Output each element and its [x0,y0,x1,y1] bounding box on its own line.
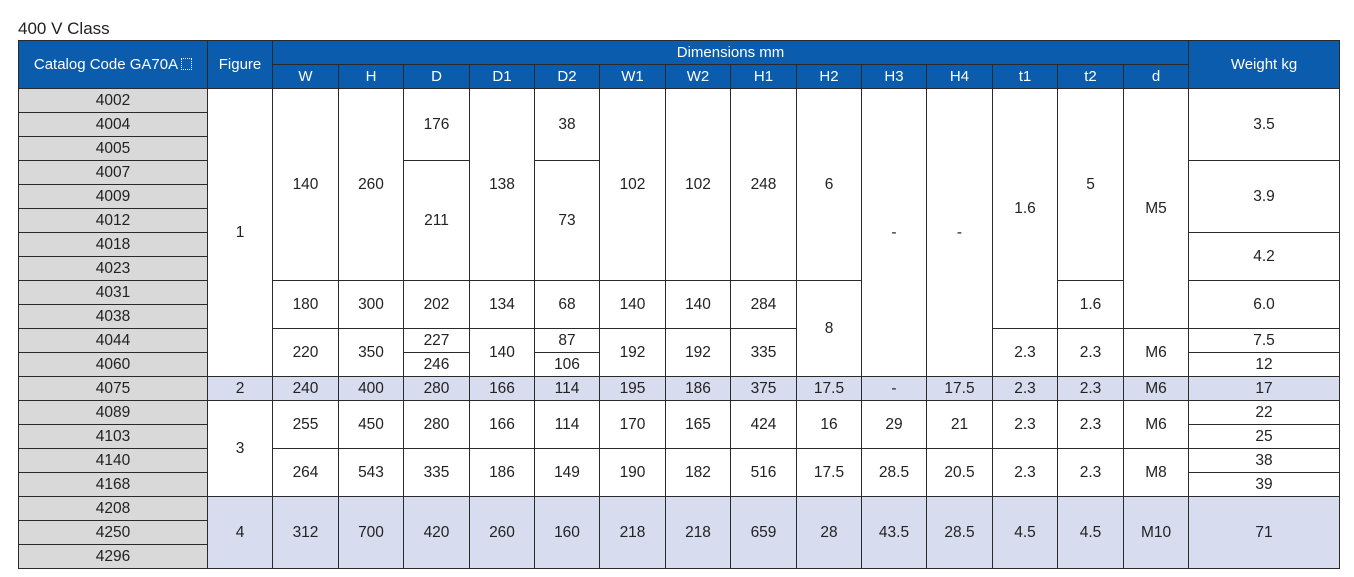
cell-w1: 102 [600,89,666,281]
cell-weight: 6.0 [1189,281,1340,329]
catalog-code-cell: 4023 [19,257,208,281]
cell-h1: 659 [731,497,797,569]
cell-h3: - [862,89,927,377]
catalog-code-cell: 4140 [19,449,208,473]
catalog-code-cell: 4250 [19,521,208,545]
cell-d1: 186 [470,449,535,497]
cell-h4: - [927,89,993,377]
cell-h1: 335 [731,329,797,377]
cell-h2: 6 [797,89,862,281]
catalog-code-cell: 4007 [19,161,208,185]
cell-h1: 424 [731,401,797,449]
cell-w2: 102 [666,89,731,281]
header-col-t1: t1 [993,65,1058,89]
catalog-code-cell: 4002 [19,89,208,113]
catalog-code-cell: 4089 [19,401,208,425]
page-title: 400 V Class [18,19,110,38]
header-col-w2: W2 [666,65,731,89]
catalog-code-cell: 4103 [19,425,208,449]
header-dimensions: Dimensions mm [273,41,1189,65]
cell-weight: 25 [1189,425,1340,449]
cell-t2: 5 [1058,89,1124,281]
catalog-code-cell: 4004 [19,113,208,137]
header-col-d1: D1 [470,65,535,89]
cell-w: 264 [273,449,339,497]
cell-weight: 22 [1189,401,1340,425]
catalog-code-cell: 4168 [19,473,208,497]
cell-weight: 12 [1189,353,1340,377]
cell-w: 240 [273,377,339,401]
cell-w2: 186 [666,377,731,401]
cell-h: 400 [339,377,404,401]
cell-w1: 170 [600,401,666,449]
cell-d: 280 [404,401,470,449]
cell-d-thread: M8 [1124,449,1189,497]
cell-h1: 248 [731,89,797,281]
cell-weight: 7.5 [1189,329,1340,353]
cell-t1: 2.3 [993,401,1058,449]
cell-weight: 39 [1189,473,1340,497]
cell-d2: 106 [535,353,600,377]
header-weight: Weight kg [1189,41,1340,89]
cell-d-thread: M6 [1124,329,1189,377]
catalog-code-cell: 4044 [19,329,208,353]
catalog-code-cell: 4075 [19,377,208,401]
cell-h4: 28.5 [927,497,993,569]
cell-t2: 2.3 [1058,329,1124,377]
cell-d: 202 [404,281,470,329]
cell-w: 220 [273,329,339,377]
cell-d: 227 [404,329,470,353]
header-col-h1: H1 [731,65,797,89]
cell-weight: 3.9 [1189,161,1340,233]
cell-w: 140 [273,89,339,281]
cell-d1: 166 [470,377,535,401]
cell-w: 312 [273,497,339,569]
cell-t1: 2.3 [993,377,1058,401]
cell-h1: 284 [731,281,797,329]
cell-t2: 2.3 [1058,377,1124,401]
catalog-code-cell: 4296 [19,545,208,569]
cell-d-thread: M6 [1124,377,1189,401]
header-col-t2: t2 [1058,65,1124,89]
cell-d1: 138 [470,89,535,281]
catalog-code-cell: 4018 [19,233,208,257]
cell-h3: - [862,377,927,401]
cell-h4: 20.5 [927,449,993,497]
cell-h: 700 [339,497,404,569]
dimensions-table [18,40,1340,569]
cell-d: 211 [404,161,470,281]
cell-d: 176 [404,89,470,161]
header-col-h4: H4 [927,65,993,89]
cell-h: 543 [339,449,404,497]
cell-h: 260 [339,89,404,281]
cell-d-thread: M5 [1124,89,1189,329]
cell-w1: 140 [600,281,666,329]
cell-w: 255 [273,401,339,449]
header-col-h2: H2 [797,65,862,89]
catalog-code-cell: 4038 [19,305,208,329]
cell-w1: 218 [600,497,666,569]
cell-d2: 160 [535,497,600,569]
cell-d: 246 [404,353,470,377]
header-col-w: W [273,65,339,89]
cell-d2: 73 [535,161,600,281]
cell-h4: 17.5 [927,377,993,401]
cell-d1: 134 [470,281,535,329]
cell-t2: 2.3 [1058,401,1124,449]
cell-t1: 1.6 [993,89,1058,329]
cell-t2: 1.6 [1058,281,1124,329]
placeholder-box-icon [181,58,192,70]
cell-d2: 38 [535,89,600,161]
cell-w1: 192 [600,329,666,377]
cell-h: 350 [339,329,404,377]
cell-d: 280 [404,377,470,401]
cell-h1: 516 [731,449,797,497]
cell-weight: 38 [1189,449,1340,473]
cell-t1: 4.5 [993,497,1058,569]
cell-d2: 114 [535,401,600,449]
header-col-w1: W1 [600,65,666,89]
header-catalog-code: Catalog Code GA70A [19,41,208,89]
figure-cell: 2 [208,377,273,401]
cell-d-thread: M6 [1124,401,1189,449]
cell-h3: 28.5 [862,449,927,497]
cell-weight: 71 [1189,497,1340,569]
header-col-d2: D2 [535,65,600,89]
figure-cell: 1 [208,89,273,377]
cell-h2: 8 [797,281,862,377]
header-col-d: D [404,65,470,89]
cell-w2: 218 [666,497,731,569]
cell-d2: 149 [535,449,600,497]
cell-w1: 195 [600,377,666,401]
cell-d2: 68 [535,281,600,329]
cell-w2: 165 [666,401,731,449]
cell-d1: 140 [470,329,535,377]
header-figure: Figure [208,41,273,89]
cell-h2: 28 [797,497,862,569]
cell-h2: 17.5 [797,377,862,401]
header-col-d-thread: d [1124,65,1189,89]
cell-d: 335 [404,449,470,497]
figure-cell: 4 [208,497,273,569]
catalog-code-cell: 4031 [19,281,208,305]
catalog-code-cell: 4208 [19,497,208,521]
cell-weight: 3.5 [1189,89,1340,161]
cell-w2: 182 [666,449,731,497]
cell-w2: 192 [666,329,731,377]
cell-h: 450 [339,401,404,449]
cell-h3: 29 [862,401,927,449]
header-col-h3: H3 [862,65,927,89]
catalog-code-cell: 4005 [19,137,208,161]
cell-d-thread: M10 [1124,497,1189,569]
cell-d1: 260 [470,497,535,569]
cell-w: 180 [273,281,339,329]
cell-w2: 140 [666,281,731,329]
cell-weight: 17 [1189,377,1340,401]
cell-h3: 43.5 [862,497,927,569]
catalog-code-cell: 4060 [19,353,208,377]
cell-d2: 114 [535,377,600,401]
catalog-code-cell: 4009 [19,185,208,209]
cell-t2: 4.5 [1058,497,1124,569]
figure-cell: 3 [208,401,273,497]
cell-h1: 375 [731,377,797,401]
cell-w1: 190 [600,449,666,497]
cell-h: 300 [339,281,404,329]
cell-t2: 2.3 [1058,449,1124,497]
cell-h2: 16 [797,401,862,449]
catalog-code-cell: 4012 [19,209,208,233]
cell-d2: 87 [535,329,600,353]
cell-h4: 21 [927,401,993,449]
cell-t1: 2.3 [993,449,1058,497]
header-col-h: H [339,65,404,89]
cell-t1: 2.3 [993,329,1058,377]
cell-d: 420 [404,497,470,569]
cell-d1: 166 [470,401,535,449]
cell-weight: 4.2 [1189,233,1340,281]
cell-h2: 17.5 [797,449,862,497]
